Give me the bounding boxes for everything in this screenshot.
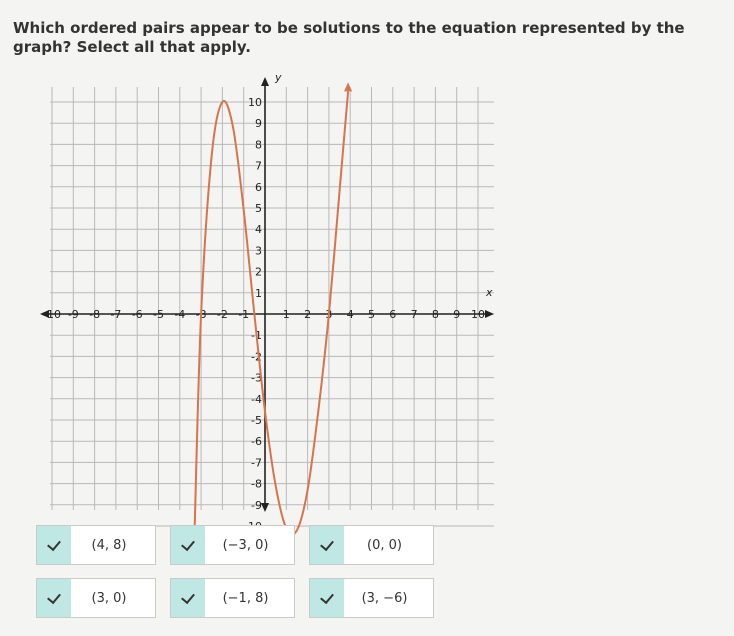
y-tick-label: 9 [255,117,262,131]
y-axis-label: y [275,71,282,84]
y-tick-label: -2 [251,350,262,364]
y-tick-label: 6 [255,180,262,194]
y-tick-label: -3 [251,371,262,385]
x-tick-label: 2 [304,308,312,321]
x-tick-label: 1 [282,308,290,321]
checkbox[interactable] [171,579,205,617]
x-tick-label: -7 [110,308,122,321]
y-tick-label: -4 [251,392,262,406]
answer-choice[interactable] [170,525,295,565]
checkbox[interactable] [37,526,71,564]
x-tick-label: -6 [131,308,143,321]
x-tick-label: 9 [453,308,461,321]
x-tick-label: 4 [346,308,354,321]
check-icon [181,589,195,603]
check-icon [320,536,334,550]
x-tick-label: 8 [431,308,439,321]
checkbox[interactable] [171,526,205,564]
x-tick-label: -8 [89,308,101,321]
x-tick-label: 6 [389,308,397,321]
choice-label: (−3, 0) [222,537,269,553]
x-tick-label: 7 [410,308,418,321]
x-axis-arrow-icon [485,310,494,318]
y-tick-label: -7 [251,456,262,470]
x-tick-label: -5 [153,308,164,321]
y-tick-label: -5 [251,414,262,427]
x-tick-label: -2 [216,308,228,321]
x-tick-label: 3 [325,308,333,321]
y-tick-label: 2 [255,265,262,279]
y-tick-label: 10 [248,96,262,109]
x-tick-label: -3 [195,308,207,321]
y-tick-label: -9 [251,498,262,512]
check-icon [47,536,61,550]
y-tick-label: 8 [255,138,262,152]
y-axis-arrow-icon [261,77,269,86]
y-tick-label: 1 [255,286,262,300]
y-tick-label: 4 [255,223,262,237]
answer-choice[interactable] [36,578,156,618]
x-tick-label: -1 [238,308,250,321]
x-tick-label: 10 [471,308,485,321]
answer-choice[interactable] [309,578,434,618]
checkbox[interactable] [310,526,344,564]
x-tick-label: -10 [43,308,61,321]
y-tick-label: -6 [251,435,262,449]
x-tick-label: -4 [174,308,186,321]
choice-label: (3, 0) [91,590,127,606]
y-tick-label: 7 [255,159,262,173]
answer-choice[interactable] [36,525,156,565]
x-axis-label: x [486,286,493,299]
y-tick-label: 3 [255,244,262,258]
x-tick-label: 5 [368,308,375,321]
question-text: Which ordered pairs appear to be solutions to the equation represented by the graph? Select all that apply. [13,19,685,56]
curve-arrow-icon [344,82,352,91]
check-icon [47,589,61,603]
check-icon [320,589,334,603]
y-tick-label: -8 [251,477,262,491]
y-tick-label: -1 [251,329,262,343]
y-tick-label: 5 [255,202,262,215]
choice-label: (3, −6) [361,590,408,606]
choice-label: (4, 8) [91,537,127,553]
x-tick-label: -9 [67,308,79,321]
y-axis-arrow-icon [261,503,269,512]
answer-choice[interactable] [170,578,295,618]
check-icon [181,536,195,550]
checkbox[interactable] [310,579,344,617]
choice-label: (0, 0) [367,537,402,553]
choice-label: (−1, 8) [222,590,269,606]
answer-choice[interactable] [309,525,434,565]
checkbox[interactable] [37,579,71,617]
